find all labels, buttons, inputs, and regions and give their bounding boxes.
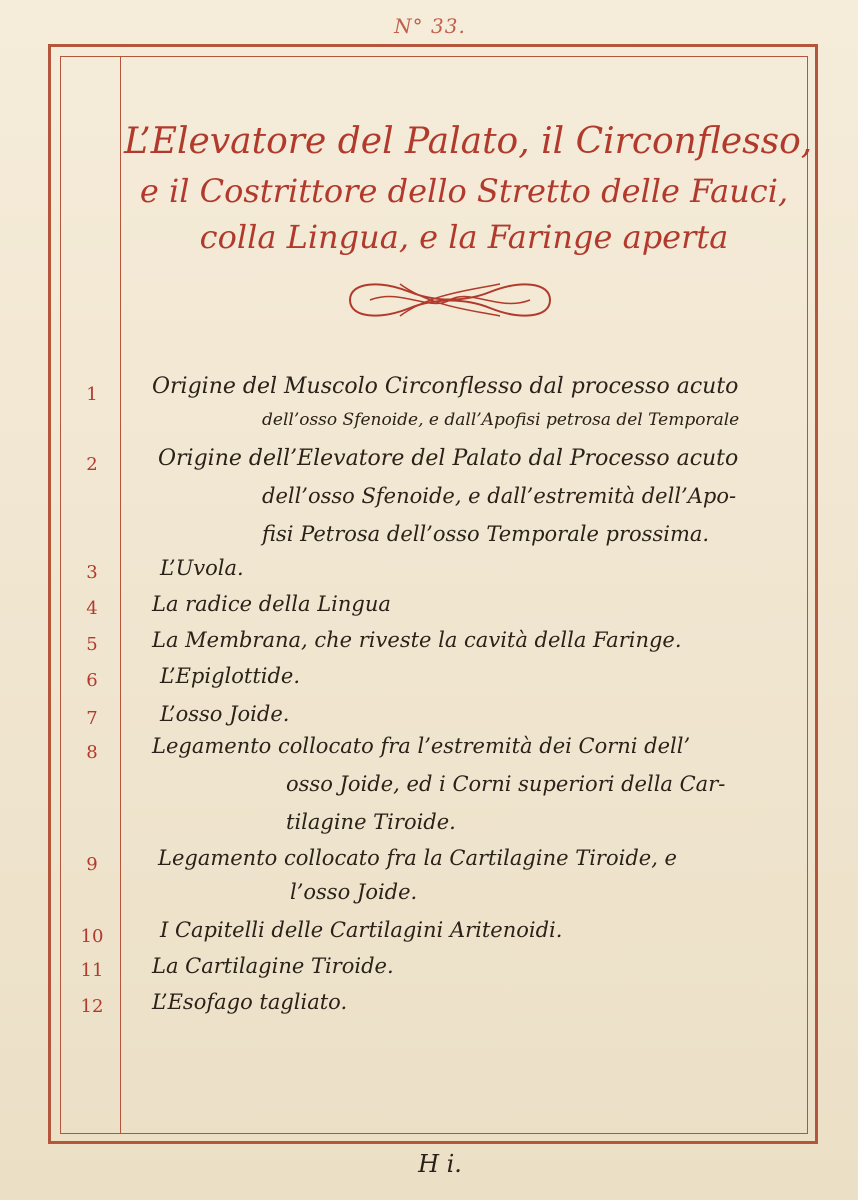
- legend-line: Origine dell’Elevatore del Palato dal Processo acuto: [158, 446, 739, 471]
- title-line-1: L’Elevatore del Palato, il Circonflesso,: [124, 121, 813, 162]
- legend-line: La radice della Lingua: [152, 592, 391, 616]
- legend-line: L’osso Joide.: [160, 702, 290, 726]
- legend-line: l’osso Joide.: [290, 880, 418, 904]
- legend-number: 12: [80, 996, 104, 1017]
- legend-line: fisi Petrosa dell’osso Temporale prossima.: [262, 522, 710, 546]
- legend-number: 8: [86, 742, 98, 763]
- legend-line: dell’osso Sfenoide, e dall’estremità dell’Apo-: [262, 484, 737, 508]
- legend-number: 7: [86, 708, 98, 729]
- legend-line: L’Esofago tagliato.: [152, 990, 348, 1014]
- plate-number: N° 33.: [394, 14, 466, 38]
- legend-line: tilagine Tiroide.: [286, 810, 456, 834]
- legend-number: 6: [86, 670, 98, 691]
- legend-number: 9: [86, 854, 98, 875]
- title-line-2: e il Costrittore dello Stretto delle Fauci,: [139, 172, 789, 210]
- catchword: H i.: [418, 1150, 462, 1178]
- legend-line: La Membrana, che riveste la cavità della Faringe.: [152, 628, 682, 652]
- legend-number: 11: [80, 960, 104, 981]
- legend-line: Origine del Muscolo Circonflesso dal processo acuto: [152, 374, 739, 399]
- legend-line: Legamento collocato fra la Cartilagine Tiroide, e: [158, 846, 677, 870]
- legend-line: dell’osso Sfenoide, e dall’Apofisi petrosa del Temporale: [262, 410, 740, 430]
- legend-number: 2: [86, 454, 98, 475]
- legend-line: I Capitelli delle Cartilagini Aritenoidi.: [160, 918, 563, 942]
- title-line-3: colla Lingua, e la Faringe aperta: [199, 218, 729, 256]
- legend-line: L’Uvola.: [160, 556, 244, 580]
- legend-number: 5: [86, 634, 98, 655]
- legend-line: L’Epiglottide.: [160, 664, 301, 688]
- legend-number: 4: [86, 598, 98, 619]
- legend-number: 1: [86, 384, 98, 405]
- legend-line: La Cartilagine Tiroide.: [152, 954, 394, 978]
- legend-number: 3: [86, 562, 98, 583]
- legend-line: osso Joide, ed i Corni superiori della Car-: [286, 772, 726, 796]
- legend-line: Legamento collocato fra l’estremità dei Corni dell’: [152, 734, 691, 758]
- legend-number: 10: [80, 926, 104, 947]
